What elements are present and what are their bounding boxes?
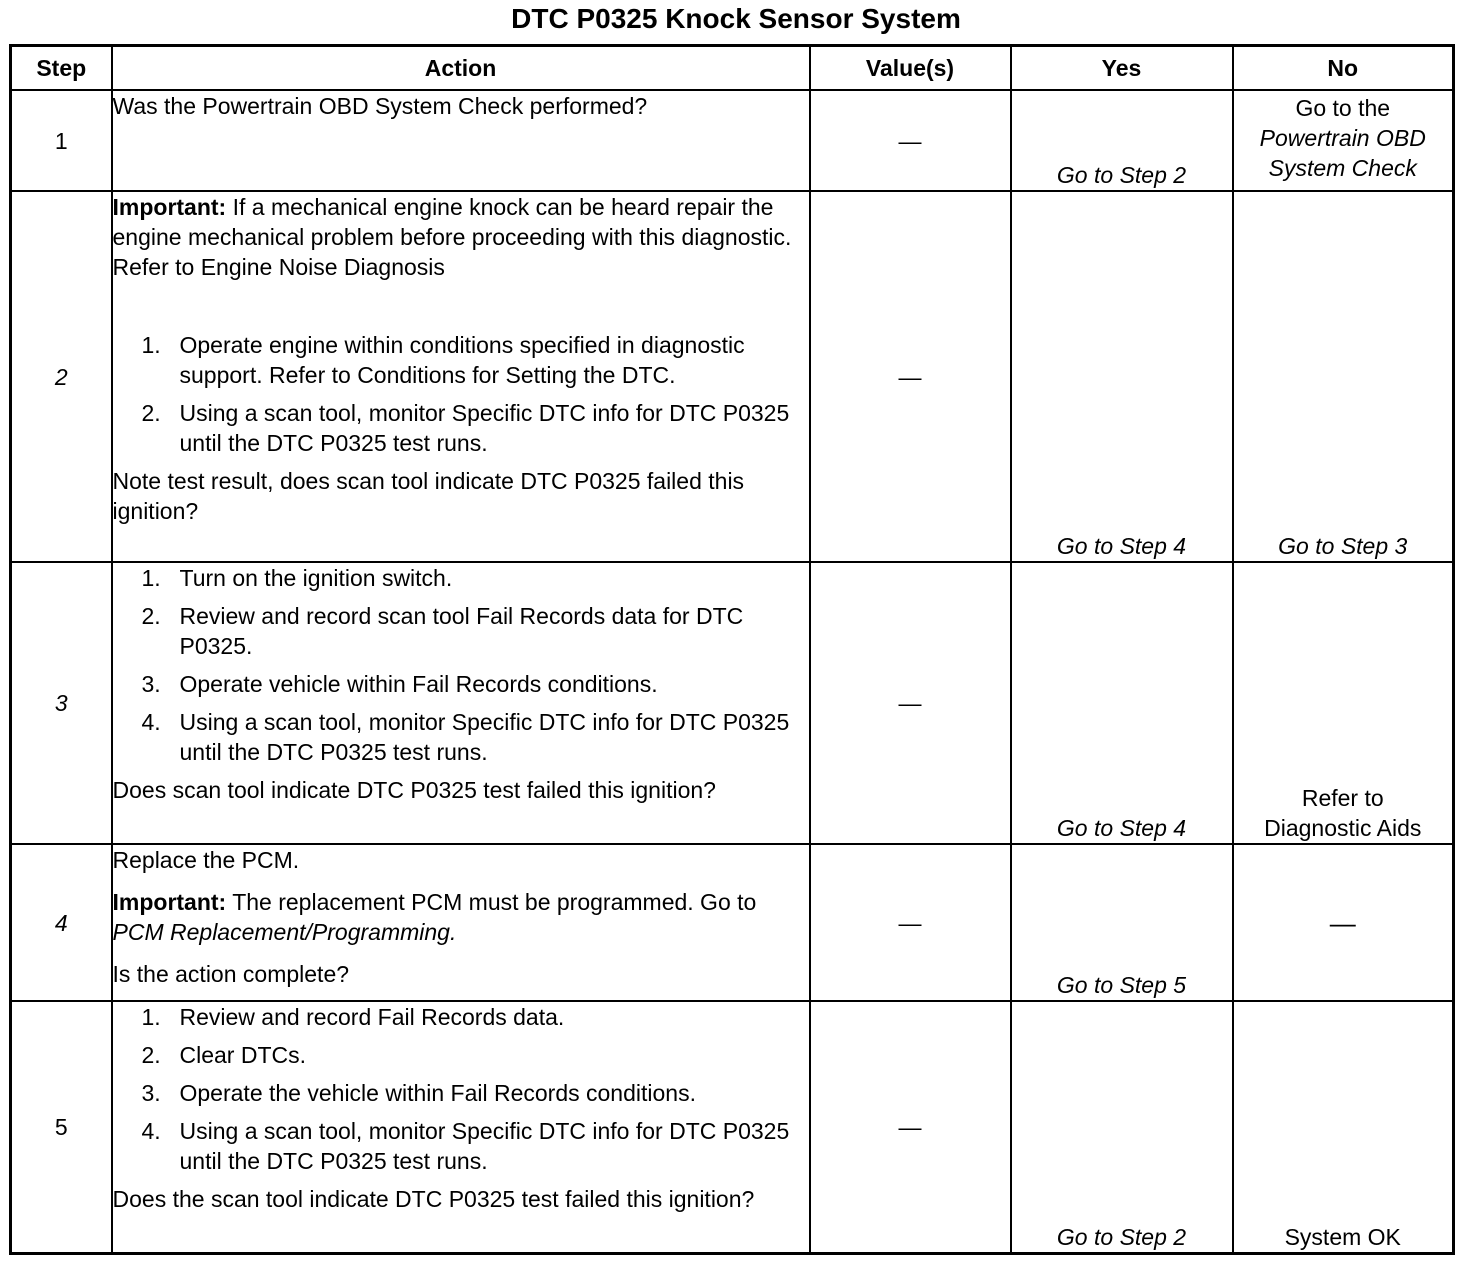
- item-number: 2.: [141, 1042, 161, 1068]
- item-text: Using a scan tool, monitor Specific DTC info for DTC P0325 until the DTC P0325 test runs.: [179, 400, 790, 456]
- important-label: Important:: [112, 194, 227, 220]
- item-text: Using a scan tool, monitor Specific DTC info for DTC P0325 until the DTC P0325 test runs.: [179, 1118, 790, 1174]
- item-number: 1.: [141, 1004, 161, 1030]
- yes-cell: Go to Step 4: [1011, 191, 1233, 562]
- table-row-step-2: [11, 191, 1454, 562]
- header-values: Value(s): [810, 46, 1011, 91]
- item-number: 4.: [141, 1118, 161, 1144]
- item-text: Operate vehicle within Fail Records conditions.: [179, 671, 658, 697]
- no-line: Go to the: [1295, 95, 1391, 121]
- action-question: Note test result, does scan tool indicate DTC P0325 failed this ignition?: [112, 468, 745, 524]
- item-text: Turn on the ignition switch.: [179, 565, 453, 591]
- item-number: 2.: [141, 400, 161, 426]
- procedure-reference: PCM Replacement/Programming.: [112, 919, 457, 945]
- item-text: Review and record scan tool Fail Records data for DTC P0325.: [179, 603, 744, 659]
- step-number: 3: [11, 562, 112, 844]
- list-item: [113, 330, 809, 390]
- item-text: Clear DTCs.: [179, 1042, 307, 1068]
- item-number: 1.: [141, 332, 161, 358]
- no-line: System Check: [1268, 155, 1417, 181]
- list-item: [113, 707, 809, 767]
- step-list: [113, 1002, 809, 1176]
- item-text: Operate engine within conditions specified in diagnostic support. Refer to Conditions for Setting the DTC.: [179, 332, 745, 388]
- value-cell: —: [810, 1001, 1011, 1253]
- action-question: Is the action complete?: [112, 961, 350, 987]
- table-row-step-5: [11, 1001, 1454, 1253]
- action-cell: [112, 191, 810, 562]
- important-label: Important:: [112, 889, 227, 915]
- value-cell: —: [810, 191, 1011, 562]
- important-text: If a mechanical engine knock can be heard repair the engine mechanical problem before proceeding with this diagnostic. Refer to Engine Noise Diagnosis: [112, 194, 792, 280]
- item-number: 3.: [141, 1080, 161, 1106]
- no-line: Diagnostic Aids: [1264, 815, 1422, 841]
- table-row-step-3: [11, 562, 1454, 844]
- list-item: [113, 601, 809, 661]
- item-number: 1.: [141, 565, 161, 591]
- list-item: [113, 398, 809, 458]
- action-cell: [112, 1001, 810, 1253]
- yes-cell: Go to Step 2: [1011, 1001, 1233, 1253]
- action-line: Replace the PCM.: [112, 847, 300, 873]
- table-row-step-4: [11, 844, 1454, 1001]
- action-question: Was the Powertrain OBD System Check performed?: [112, 93, 648, 119]
- important-text: The replacement PCM must be programmed. Go to: [232, 889, 757, 915]
- yes-cell: Go to Step 2: [1011, 90, 1233, 191]
- list-item: [113, 1002, 809, 1032]
- action-cell: [112, 844, 810, 1001]
- list-item: [113, 1116, 809, 1176]
- no-line: Powertrain OBD: [1259, 125, 1426, 151]
- spacer: [113, 282, 809, 330]
- item-number: 4.: [141, 709, 161, 735]
- header-step: Step: [11, 46, 112, 91]
- list-item: [113, 1040, 809, 1070]
- step-number: 4: [11, 844, 112, 1001]
- yes-cell: Go to Step 5: [1011, 844, 1233, 1001]
- action-cell: [112, 562, 810, 844]
- header-yes: Yes: [1011, 46, 1233, 91]
- no-cell: [1233, 562, 1454, 844]
- list-item: [113, 563, 809, 593]
- step-list: [113, 330, 809, 458]
- no-cell: System OK: [1233, 1001, 1454, 1253]
- action-question: Does the scan tool indicate DTC P0325 test failed this ignition?: [112, 1186, 755, 1212]
- table-header-row: [11, 46, 1454, 91]
- important-note: [113, 192, 809, 282]
- step-number: 5: [11, 1001, 112, 1253]
- diagnostic-table: [9, 44, 1455, 1255]
- yes-cell: Go to Step 4: [1011, 562, 1233, 844]
- no-cell: [1233, 90, 1454, 191]
- important-note: [113, 887, 809, 947]
- table-row-step-1: [11, 90, 1454, 191]
- item-text: Review and record Fail Records data.: [179, 1004, 565, 1030]
- no-cell: Go to Step 3: [1233, 191, 1454, 562]
- item-text: Using a scan tool, monitor Specific DTC info for DTC P0325 until the DTC P0325 test runs.: [179, 709, 790, 765]
- list-item: [113, 669, 809, 699]
- header-no: No: [1233, 46, 1454, 91]
- step-number: 1: [11, 90, 112, 191]
- value-cell: —: [810, 562, 1011, 844]
- page-title: DTC P0325 Knock Sensor System: [511, 3, 961, 34]
- list-item: [113, 1078, 809, 1108]
- value-cell: —: [810, 90, 1011, 191]
- item-number: 3.: [141, 671, 161, 697]
- no-cell: —: [1233, 844, 1454, 1001]
- item-number: 2.: [141, 603, 161, 629]
- header-action: Action: [112, 46, 810, 91]
- step-list: [113, 563, 809, 767]
- action-cell: [112, 90, 810, 191]
- value-cell: —: [810, 844, 1011, 1001]
- step-number: 2: [11, 191, 112, 562]
- no-line: Refer to: [1301, 785, 1384, 811]
- item-text: Operate the vehicle within Fail Records conditions.: [179, 1080, 696, 1106]
- action-question: Does scan tool indicate DTC P0325 test failed this ignition?: [112, 777, 716, 803]
